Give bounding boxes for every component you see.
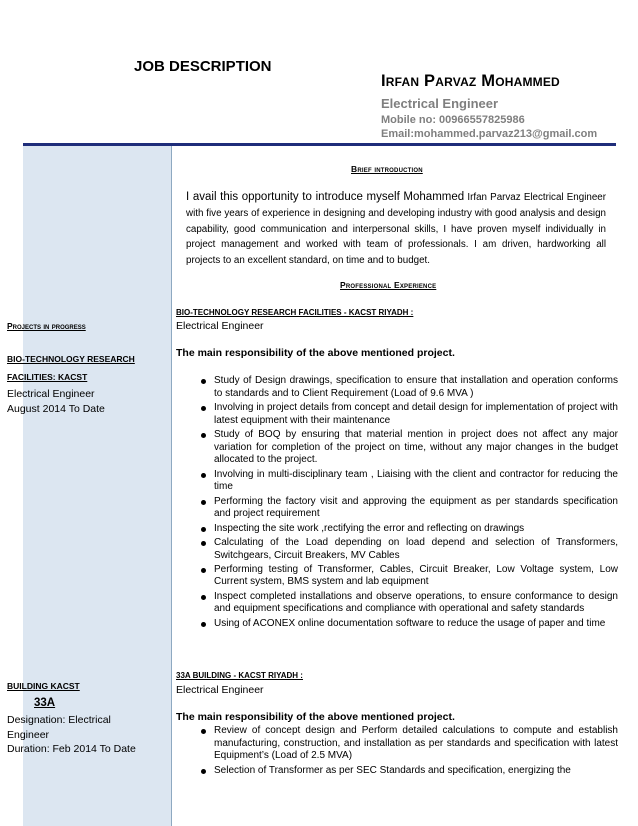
bullet-icon — [201, 433, 206, 438]
sidebar-project2-line1: BUILDING KACST — [7, 681, 80, 691]
brief-intro-body: Irfan Parvaz Electrical Engineer with five years of experience in designing and developing industry with good analysis and design capability, good communication and interpersonal skills, I have proven myself individually in project management and worked with team of professionals. I am driven, hardworking all projects to an excellent standard, on time and to budget. — [186, 192, 606, 267]
sidebar-project2-designation-cont: Engineer — [7, 729, 50, 741]
list-item: Involving in project details from concept and detail design for implementation of project with latest equipment with their maintenance — [176, 402, 618, 427]
email-address: Email:mohammed.parvaz213@gmail.com — [381, 128, 598, 140]
list-item: Study of Design drawings, specification to ensure that installation and operation conforms to standards and to Client Requirement (Load of 9.6 MVA ) — [176, 375, 618, 400]
list-item: Study of BOQ by ensuring that material mention in project does not affect any major variation for completion of the project on time, without any major changes in the budget allocated to the project. — [176, 429, 618, 467]
candidate-name: Irfan Parvaz Mohammed — [381, 72, 560, 90]
sidebar-project1-line1: BIO-TECHNOLOGY RESEARCH — [7, 354, 135, 364]
project1-title: BIO-TECHNOLOGY RESEARCH FACILITIES - KACST RIYADH : — [176, 308, 414, 317]
list-item: Involving in multi-disciplinary team , Liaising with the client and contractor for reducing the time — [176, 469, 618, 494]
professional-experience-heading: Professional Experience — [340, 280, 437, 290]
sidebar-project2-line2: 33A — [34, 697, 56, 709]
project1-responsibility: The main responsibility of the above mentioned project. — [176, 347, 455, 359]
list-item: Performing testing of Transformer, Cables, Circuit Breaker, Low Voltage system, Low Current system, BMS system and lab equipment — [176, 564, 618, 589]
projects-in-progress-heading: Projects in progress — [7, 321, 86, 331]
bullet-icon — [201, 568, 206, 573]
bullet-icon — [201, 541, 206, 546]
bullet-icon — [201, 595, 206, 600]
header-block — [381, 72, 631, 140]
sidebar-project1-role: Electrical Engineer — [7, 388, 95, 400]
list-item: Using of ACONEX online documentation software to reduce the usage of paper and time — [176, 618, 618, 631]
list-item: Calculating of the Load depending on load depend and selection of Transformers, Switchgears, Circuit Breakers, MV Cables — [176, 537, 618, 562]
bullet-icon — [201, 769, 206, 774]
list-item: Performing the factory visit and approving the equipment as per standards specification and project requirement — [176, 496, 618, 521]
brief-intro-text — [186, 190, 606, 269]
project2-role: Electrical Engineer — [176, 684, 264, 696]
list-item: Inspect completed installations and observe operations, to ensure conformance to design and equipment specifications and compliance with operational and safety standards — [176, 591, 618, 616]
list-item: Inspecting the site work ,rectifying the error and reflecting on drawings — [176, 523, 618, 536]
bullet-icon — [201, 729, 206, 734]
document-title: JOB DESCRIPTION — [134, 58, 272, 75]
project2-responsibility: The main responsibility of the above mentioned project. — [176, 711, 455, 723]
brief-intro-lead: I avail this opportunity to introduce myself Mohammed — [186, 191, 465, 203]
sidebar-project1-line2: FACILITIES: KACST — [7, 372, 88, 382]
brief-intro-heading: Brief introduction — [351, 164, 423, 174]
list-item: Selection of Transformer as per SEC Standards and specification, energizing the — [176, 765, 618, 778]
bullet-icon — [201, 406, 206, 411]
bullet-icon — [201, 527, 206, 532]
bullet-icon — [201, 379, 206, 384]
bullet-icon — [201, 622, 206, 627]
project2-bullet-list — [176, 725, 618, 779]
project2-title: 33A BUILDING - KACST RIYADH : — [176, 671, 303, 680]
list-item: Review of concept design and Perform detailed calculations to compute and establish manufacturing, construction, and installation as per standards and specification with latest Equipment’s (Load of 2.5 MVA) — [176, 725, 618, 763]
sidebar-project2-duration: Duration: Feb 2014 To Date — [7, 743, 136, 755]
sidebar-project1-date: August 2014 To Date — [7, 403, 105, 415]
bullet-icon — [201, 500, 206, 505]
bullet-icon — [201, 473, 206, 478]
project1-role: Electrical Engineer — [176, 320, 264, 332]
project1-bullet-list — [176, 375, 618, 632]
sidebar-project2-designation: Designation: Electrical — [7, 714, 111, 726]
mobile-number: Mobile no: 00966557825986 — [381, 114, 525, 126]
candidate-role: Electrical Engineer — [381, 96, 499, 111]
